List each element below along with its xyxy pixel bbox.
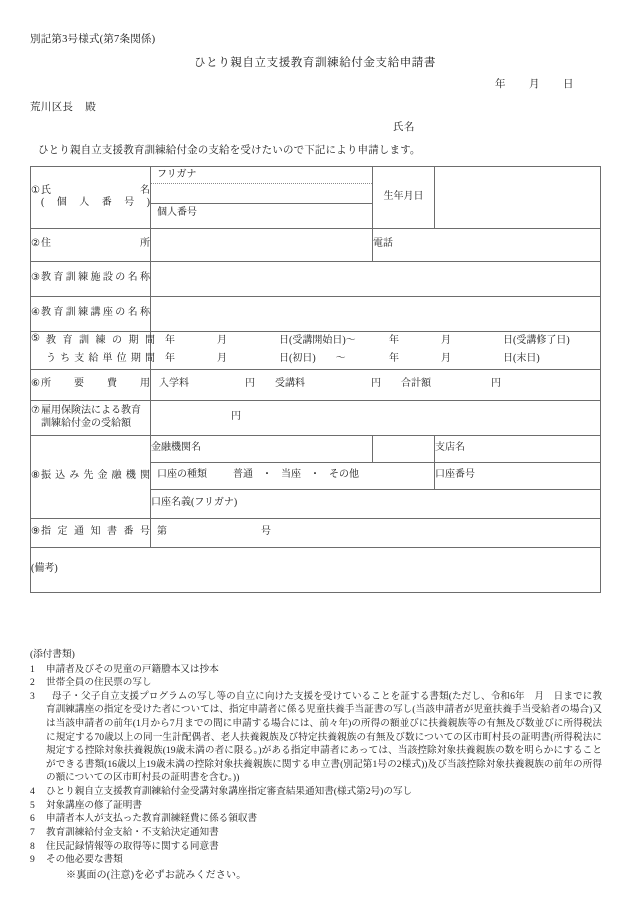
cost-input-area[interactable] bbox=[151, 369, 601, 400]
facility-name-input-area[interactable] bbox=[151, 261, 601, 296]
total-unit: 円 bbox=[491, 378, 501, 390]
attachment-text: 対象講座の修了証明書 bbox=[46, 799, 142, 811]
row5-label-cell bbox=[31, 331, 155, 369]
payment-unit-period-line: 年 月 日(初日) ～ 年 月 日(末日) bbox=[165, 353, 540, 364]
attachment-number: 3 bbox=[30, 690, 35, 702]
attachments-title: (添付書類) bbox=[30, 649, 75, 660]
row7-number: ⑦ bbox=[31, 405, 40, 416]
account-type-cell[interactable] bbox=[151, 462, 435, 489]
notice-number-input-area[interactable] bbox=[151, 518, 601, 547]
account-holder-cell[interactable] bbox=[151, 489, 601, 518]
list-item bbox=[30, 799, 602, 813]
row1-label-cell bbox=[31, 167, 151, 229]
account-type-line bbox=[151, 466, 434, 485]
attachment-text: 申請者及びその児童の戸籍謄本又は抄本 bbox=[46, 663, 219, 675]
entrance-fee-unit: 円 bbox=[245, 378, 255, 390]
account-option-separator-1: ・ bbox=[262, 469, 272, 481]
row7-label-line2: 訓練給付金の受給額 bbox=[40, 417, 131, 429]
list-item bbox=[30, 663, 602, 677]
training-period-line: 年 月 日(受講開始日)～ 年 月 日(受講修了日) bbox=[165, 334, 570, 346]
table-row-cost bbox=[31, 369, 601, 400]
addressee-name: 荒川区長 bbox=[30, 102, 74, 113]
footer-note: ※裏面の(注意)を必ずお読みください。 bbox=[66, 870, 247, 881]
table-row-insurance-benefit bbox=[31, 400, 601, 435]
page-title: ひとり親自立支援教育訓練給付金支給申請書 bbox=[194, 57, 436, 69]
row6-number: ⑥ bbox=[31, 378, 40, 390]
row2-label-cell bbox=[31, 228, 151, 261]
row7-label-cell bbox=[31, 400, 151, 435]
row8-label-cell bbox=[31, 435, 151, 518]
notice-number-prefix: 第 bbox=[157, 526, 167, 538]
row9-label: 指 定 通 知 書 番 号 bbox=[40, 526, 150, 538]
attachment-text: その他必要な書類 bbox=[46, 854, 123, 866]
attachment-number: 8 bbox=[30, 840, 35, 852]
attachment-number: 9 bbox=[30, 854, 35, 866]
submission-date-line bbox=[495, 76, 574, 91]
course-fee-unit: 円 bbox=[371, 378, 381, 390]
mynumber-label: 個人番号 bbox=[157, 206, 197, 218]
row5-number: ⑤ bbox=[31, 332, 40, 344]
furigana-label: フリガナ bbox=[151, 167, 372, 184]
list-item bbox=[30, 826, 602, 840]
application-table bbox=[30, 166, 601, 593]
row4-number: ④ bbox=[31, 307, 40, 319]
attachment-text: 世帯全員の住民票の写し bbox=[46, 677, 152, 689]
bank-name-label: 金融機関名 bbox=[151, 435, 373, 462]
table-row-course bbox=[31, 296, 601, 331]
attachment-text: 住民記録情報等の取得等に関する同意書 bbox=[46, 840, 219, 852]
attachment-text: 申請者本人が支払った教育訓練経費に係る領収書 bbox=[46, 813, 258, 825]
attachment-number: 2 bbox=[30, 677, 35, 689]
row8-number: ⑧ bbox=[31, 470, 40, 482]
row2-number: ② bbox=[31, 238, 40, 250]
row1-number: ① bbox=[31, 184, 40, 196]
row3-label-cell bbox=[31, 261, 151, 296]
notice-number-line bbox=[151, 523, 600, 542]
row5-label-line2: う ち 支 給 単 位 期 間 bbox=[45, 353, 155, 364]
table-row-notice-number bbox=[31, 518, 601, 547]
account-number-cell[interactable] bbox=[435, 462, 601, 489]
account-option-other[interactable]: その他 bbox=[329, 469, 359, 481]
attachment-number: 7 bbox=[30, 826, 35, 838]
remarks-label: (備考) bbox=[31, 563, 58, 575]
list-item bbox=[30, 676, 602, 690]
row7-label-line1: 雇用保険法による教育 bbox=[40, 405, 141, 416]
period-input-area[interactable] bbox=[151, 331, 601, 369]
row4-label-cell bbox=[31, 296, 151, 331]
attachment-text: 母子・父子自立支援プログラムの写し等の自立に向けた支援を受けていることを証する書類(ただし、令和6年 月 日までに教育訓練講座の指定を受けた者については、指定申請者に係る児童扶養手当証書の写し(当該申請者が児童扶養手当受給者の場合)又は当該申請者の前年(1月から7月までの間に申請する場合には、前々年)の所得の額並びに扶養親族等の有無及び数並びに所得税法に規定する70歳以上の同一生計配偶者、老人扶養親族及び特定扶養親族の有無及び数についての区市町村長の証明書(所得税法に規定する控除対象扶養親族(19歳未満の者に限る。)がある指定申請者にあっては、当該控除対象扶養親族の数を明らかにすることができる書類(16歳以上19歳未満の控除対象扶養親族に関する申立書(別記第1号の2様式))及び当該控除対象扶養親族の前年の所得の額についての区市町村長の証明書を含む。)) bbox=[46, 690, 602, 784]
list-item bbox=[30, 690, 602, 785]
row4-label: 教 育 訓 練 講 座 の 名 称 bbox=[40, 307, 150, 319]
table-row-remarks bbox=[31, 547, 601, 592]
form-code: 別記第3号様式(第7条関係) bbox=[30, 34, 156, 45]
table-row-bank bbox=[31, 435, 601, 462]
lead-sentence: ひとり親自立支援教育訓練給付金の支給を受けたいので下記により申請します。 bbox=[38, 145, 421, 156]
course-name-input-area[interactable] bbox=[151, 296, 601, 331]
date-year-label: 年 bbox=[495, 79, 506, 90]
attachment-text: ひとり親自立支援教育訓練給付金受講対象講座指定審査結果通知書(様式第2号)の写し bbox=[46, 786, 413, 798]
phone-cell[interactable] bbox=[373, 228, 601, 261]
account-holder-label: 口座名義(フリガナ) bbox=[151, 497, 238, 509]
name-field-group bbox=[151, 167, 373, 229]
account-type-label: 口座の種類 bbox=[157, 469, 207, 481]
addressee bbox=[30, 99, 96, 114]
table-row-name bbox=[31, 167, 601, 229]
list-item bbox=[30, 785, 602, 799]
address-input-area[interactable] bbox=[151, 228, 373, 261]
attachments-section bbox=[30, 648, 602, 867]
branch-cell[interactable] bbox=[435, 435, 601, 462]
row9-number: ⑨ bbox=[31, 526, 40, 538]
row6-label: 所 要 費 用 bbox=[40, 378, 150, 390]
birthdate-label: 生年月日 bbox=[373, 167, 435, 229]
account-number-label: 口座番号 bbox=[435, 469, 475, 481]
table-row-period bbox=[31, 331, 601, 369]
list-item bbox=[30, 853, 602, 867]
account-option-separator-2: ・ bbox=[310, 469, 320, 481]
attachment-number: 4 bbox=[30, 786, 35, 798]
birthdate-input-area[interactable] bbox=[435, 167, 601, 229]
row8-label: 振 込 み 先 金 融 機 関 bbox=[40, 470, 150, 482]
addressee-honorific: 殿 bbox=[85, 102, 97, 113]
row2-label: 住 所 bbox=[40, 238, 150, 250]
date-month-label: 月 bbox=[529, 79, 540, 90]
course-fee-label: 受講料 bbox=[275, 378, 305, 390]
row3-number: ③ bbox=[31, 272, 40, 284]
list-item bbox=[30, 840, 602, 854]
attachment-number: 5 bbox=[30, 799, 35, 811]
cost-line bbox=[151, 375, 600, 394]
row5-label-line1: 教 育 訓 練 の 期 間 bbox=[45, 334, 155, 346]
applicant-name-label: 氏名 bbox=[393, 122, 415, 133]
phone-label: 電話 bbox=[373, 238, 393, 250]
date-day-label: 日 bbox=[563, 79, 574, 90]
name-input-area[interactable] bbox=[151, 184, 372, 204]
bank-name-input-area[interactable] bbox=[373, 435, 435, 462]
row9-label-cell bbox=[31, 518, 151, 547]
list-item bbox=[30, 812, 602, 826]
total-label: 合計額 bbox=[401, 378, 431, 390]
account-option-touza[interactable]: 当座 bbox=[281, 469, 301, 481]
attachment-number: 1 bbox=[30, 663, 35, 675]
account-option-futsu[interactable]: 普通 bbox=[233, 469, 253, 481]
attachment-text: 教育訓練給付金支給・不支給決定通知書 bbox=[46, 826, 219, 838]
insurance-benefit-input-area[interactable] bbox=[151, 400, 601, 435]
row3-label: 教 育 訓 練 施 設 の 名 称 bbox=[40, 272, 150, 284]
attachment-number: 6 bbox=[30, 813, 35, 825]
remarks-cell[interactable] bbox=[31, 547, 601, 592]
table-row-address bbox=[31, 228, 601, 261]
entrance-fee-label: 入学料 bbox=[159, 378, 189, 390]
notice-number-suffix: 号 bbox=[261, 526, 271, 538]
table-row-facility bbox=[31, 261, 601, 296]
branch-label: 支店名 bbox=[435, 442, 465, 454]
row1-label-bottom: ( 個 人 番 号 ) bbox=[40, 197, 150, 209]
insurance-benefit-unit: 円 bbox=[231, 411, 241, 423]
row1-label-top: 氏 名 bbox=[40, 184, 150, 196]
row6-label-cell bbox=[31, 369, 151, 400]
